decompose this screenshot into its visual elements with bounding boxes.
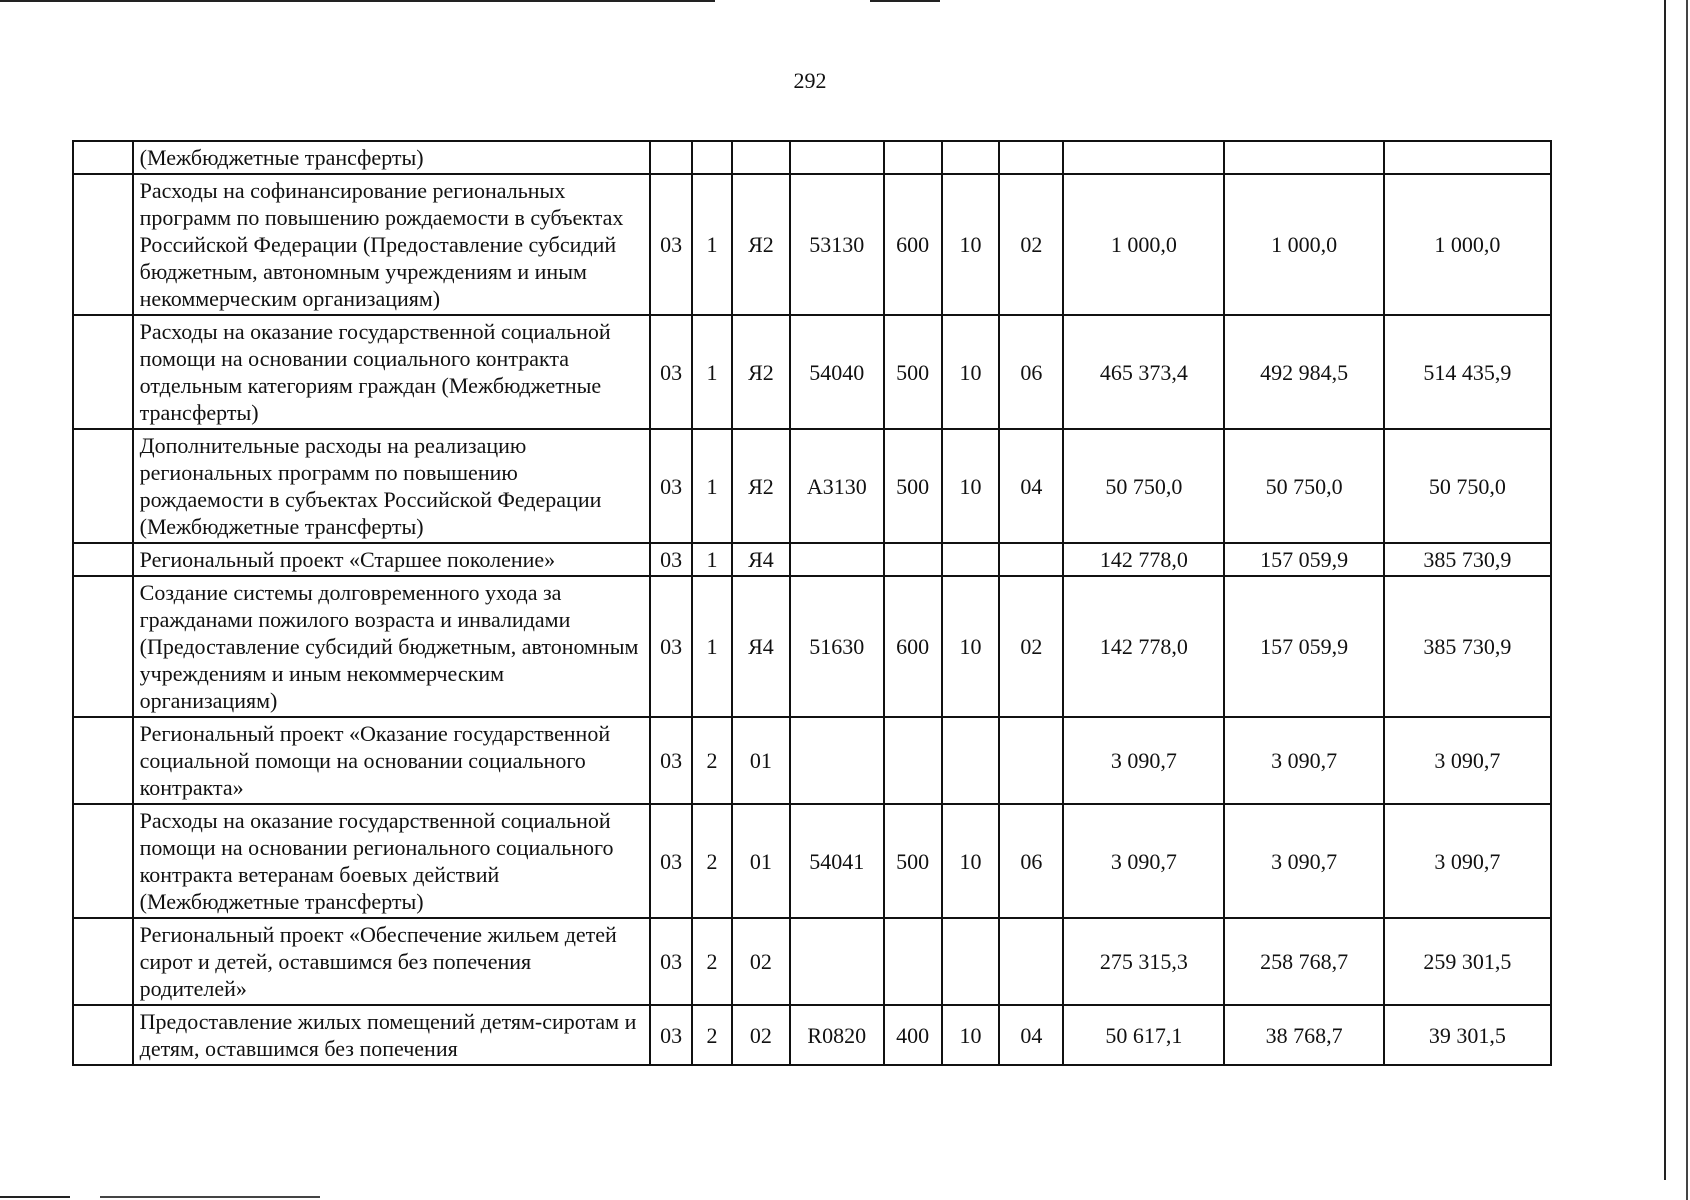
subprogram-code-cell: 2: [692, 1005, 732, 1065]
expense-name-cell: Создание системы долговременного ухода за гражданами пожилого возраста и инвалидами (Предоставление субсидий бюджетным, автономным учреждениям и иным некоммерческим организациям): [133, 576, 651, 717]
program-code-cell: 03: [650, 1005, 692, 1065]
subsection-cell: 02: [999, 174, 1063, 315]
scan-edge-right: [1664, 0, 1666, 1180]
row-margin-cell: [73, 1005, 133, 1065]
amount-year-2-cell: 3 090,7: [1224, 717, 1383, 804]
subprogram-code-cell: 1: [692, 543, 732, 576]
row-margin-cell: [73, 918, 133, 1005]
amount-year-2-cell: 50 750,0: [1224, 429, 1383, 543]
amount-year-2-cell: 258 768,7: [1224, 918, 1383, 1005]
section-cell: 10: [942, 576, 1000, 717]
expense-type-cell: [884, 543, 942, 576]
amount-year-1-cell: 50 750,0: [1063, 429, 1224, 543]
amount-year-1-cell: [1063, 141, 1224, 174]
subprogram-code-cell: 2: [692, 918, 732, 1005]
scan-edge-right-outer: [1686, 0, 1688, 1200]
expense-name-cell: Предоставление жилых помещений детям-сиротам и детям, оставшимся без попечения: [133, 1005, 651, 1065]
subsection-cell: 06: [999, 315, 1063, 429]
table-row: [73, 804, 1551, 918]
subprogram-code-cell: 2: [692, 717, 732, 804]
expense-type-cell: 500: [884, 429, 942, 543]
project-code-cell: Я2: [732, 174, 790, 315]
project-code-cell: 01: [732, 717, 790, 804]
program-code-cell: 03: [650, 804, 692, 918]
amount-year-2-cell: 157 059,9: [1224, 543, 1383, 576]
row-margin-cell: [73, 717, 133, 804]
direction-code-cell: [790, 141, 884, 174]
amount-year-3-cell: 385 730,9: [1384, 543, 1551, 576]
section-cell: [942, 141, 1000, 174]
amount-year-3-cell: [1384, 141, 1551, 174]
expense-name-cell: Региональный проект «Оказание государственной социальной помощи на основании социального контракта»: [133, 717, 651, 804]
subprogram-code-cell: [692, 141, 732, 174]
amount-year-1-cell: 142 778,0: [1063, 543, 1224, 576]
scan-edge-top: [0, 0, 715, 2]
section-cell: [942, 918, 1000, 1005]
program-code-cell: 03: [650, 429, 692, 543]
direction-code-cell: 53130: [790, 174, 884, 315]
amount-year-1-cell: 1 000,0: [1063, 174, 1224, 315]
table-row: [73, 429, 1551, 543]
budget-table-body: [73, 141, 1551, 1065]
program-code-cell: 03: [650, 174, 692, 315]
table-row: [73, 717, 1551, 804]
section-cell: 10: [942, 174, 1000, 315]
subprogram-code-cell: 1: [692, 315, 732, 429]
program-code-cell: 03: [650, 918, 692, 1005]
amount-year-1-cell: 142 778,0: [1063, 576, 1224, 717]
expense-name-cell: Региональный проект «Старшее поколение»: [133, 543, 651, 576]
scan-edge-bottom: [0, 1196, 70, 1198]
project-code-cell: 02: [732, 1005, 790, 1065]
section-cell: 10: [942, 315, 1000, 429]
amount-year-1-cell: 3 090,7: [1063, 804, 1224, 918]
expense-type-cell: 500: [884, 804, 942, 918]
subsection-cell: 04: [999, 1005, 1063, 1065]
row-margin-cell: [73, 429, 133, 543]
subsection-cell: [999, 717, 1063, 804]
row-margin-cell: [73, 315, 133, 429]
subsection-cell: 06: [999, 804, 1063, 918]
amount-year-3-cell: 385 730,9: [1384, 576, 1551, 717]
expense-type-cell: [884, 717, 942, 804]
expense-name-cell: Дополнительные расходы на реализацию региональных программ по повышению рождаемости в субъектах Российской Федерации (Межбюджетные трансферты): [133, 429, 651, 543]
amount-year-2-cell: 1 000,0: [1224, 174, 1383, 315]
amount-year-1-cell: 3 090,7: [1063, 717, 1224, 804]
program-code-cell: 03: [650, 576, 692, 717]
amount-year-2-cell: 3 090,7: [1224, 804, 1383, 918]
direction-code-cell: [790, 918, 884, 1005]
expense-type-cell: [884, 918, 942, 1005]
amount-year-1-cell: 465 373,4: [1063, 315, 1224, 429]
table-row: [73, 315, 1551, 429]
direction-code-cell: А3130: [790, 429, 884, 543]
project-code-cell: [732, 141, 790, 174]
expense-type-cell: 500: [884, 315, 942, 429]
subsection-cell: [999, 543, 1063, 576]
project-code-cell: 01: [732, 804, 790, 918]
project-code-cell: 02: [732, 918, 790, 1005]
direction-code-cell: 54040: [790, 315, 884, 429]
amount-year-2-cell: [1224, 141, 1383, 174]
subprogram-code-cell: 1: [692, 576, 732, 717]
subprogram-code-cell: 1: [692, 429, 732, 543]
subsection-cell: 02: [999, 576, 1063, 717]
table-row: [73, 576, 1551, 717]
table-row: [73, 174, 1551, 315]
direction-code-cell: 51630: [790, 576, 884, 717]
subsection-cell: [999, 141, 1063, 174]
program-code-cell: 03: [650, 543, 692, 576]
expense-name-cell: Региональный проект «Обеспечение жильем детей сирот и детей, оставшимся без попечения родителей»: [133, 918, 651, 1005]
amount-year-3-cell: 3 090,7: [1384, 717, 1551, 804]
amount-year-2-cell: 38 768,7: [1224, 1005, 1383, 1065]
program-code-cell: 03: [650, 717, 692, 804]
expense-name-cell: Расходы на софинансирование региональных программ по повышению рождаемости в субъектах Российской Федерации (Предоставление субсидий бюджетным, автономным учреждениям и иным некоммерческим организациям): [133, 174, 651, 315]
expense-type-cell: [884, 141, 942, 174]
expense-name-cell: Расходы на оказание государственной социальной помощи на основании регионального социального контракта ветеранам боевых действий (Межбюджетные трансферты): [133, 804, 651, 918]
expense-type-cell: 600: [884, 174, 942, 315]
table-row: [73, 141, 1551, 174]
amount-year-3-cell: 39 301,5: [1384, 1005, 1551, 1065]
direction-code-cell: [790, 717, 884, 804]
amount-year-3-cell: 514 435,9: [1384, 315, 1551, 429]
project-code-cell: Я4: [732, 576, 790, 717]
section-cell: [942, 543, 1000, 576]
section-cell: 10: [942, 1005, 1000, 1065]
amount-year-1-cell: 50 617,1: [1063, 1005, 1224, 1065]
amount-year-2-cell: 157 059,9: [1224, 576, 1383, 717]
expense-name-cell: Расходы на оказание государственной социальной помощи на основании социального контракта отдельным категориям граждан (Межбюджетные трансферты): [133, 315, 651, 429]
expense-name-cell: (Межбюджетные трансферты): [133, 141, 651, 174]
subprogram-code-cell: 2: [692, 804, 732, 918]
project-code-cell: Я2: [732, 429, 790, 543]
amount-year-2-cell: 492 984,5: [1224, 315, 1383, 429]
program-code-cell: 03: [650, 315, 692, 429]
subsection-cell: 04: [999, 429, 1063, 543]
row-margin-cell: [73, 543, 133, 576]
row-margin-cell: [73, 804, 133, 918]
expense-type-cell: 600: [884, 576, 942, 717]
row-margin-cell: [73, 141, 133, 174]
amount-year-3-cell: 1 000,0: [1384, 174, 1551, 315]
page-number: 292: [793, 68, 827, 93]
row-margin-cell: [73, 174, 133, 315]
section-cell: 10: [942, 429, 1000, 543]
program-code-cell: [650, 141, 692, 174]
section-cell: [942, 717, 1000, 804]
direction-code-cell: [790, 543, 884, 576]
expense-type-cell: 400: [884, 1005, 942, 1065]
amount-year-1-cell: 275 315,3: [1063, 918, 1224, 1005]
project-code-cell: Я4: [732, 543, 790, 576]
direction-code-cell: 54041: [790, 804, 884, 918]
scan-edge-top-fragment: [870, 0, 940, 2]
table-row: [73, 543, 1551, 576]
direction-code-cell: R0820: [790, 1005, 884, 1065]
section-cell: 10: [942, 804, 1000, 918]
project-code-cell: Я2: [732, 315, 790, 429]
subsection-cell: [999, 918, 1063, 1005]
table-row: [73, 918, 1551, 1005]
amount-year-3-cell: 50 750,0: [1384, 429, 1551, 543]
row-margin-cell: [73, 576, 133, 717]
budget-table: [72, 140, 1552, 1066]
amount-year-3-cell: 3 090,7: [1384, 804, 1551, 918]
amount-year-3-cell: 259 301,5: [1384, 918, 1551, 1005]
scan-edge-bottom-fragment: [100, 1196, 320, 1198]
subprogram-code-cell: 1: [692, 174, 732, 315]
table-row: [73, 1005, 1551, 1065]
